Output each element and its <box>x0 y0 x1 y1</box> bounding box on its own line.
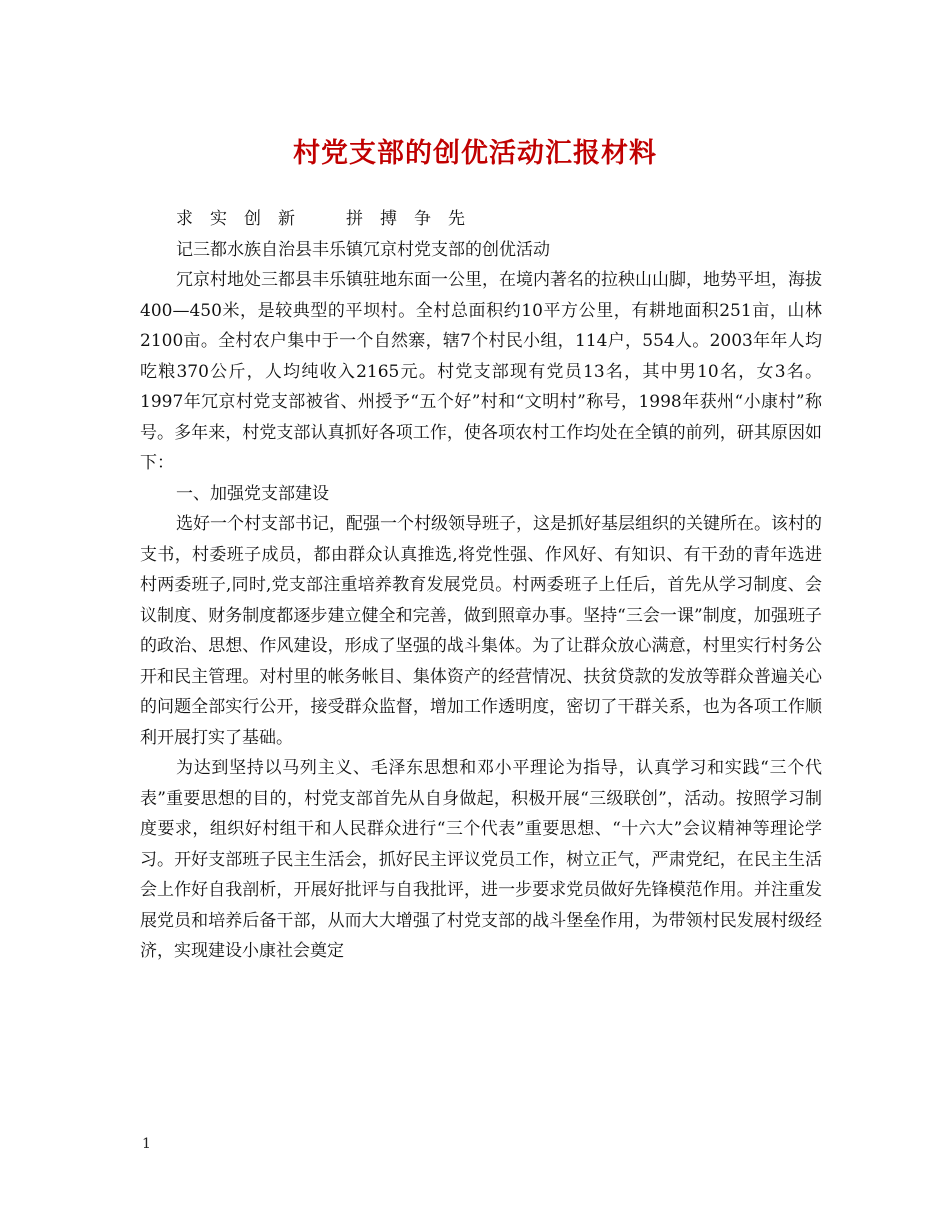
paragraph-study: 为达到坚持以马列主义、毛泽东思想和邓小平理论为指导，认真学习和实践“三个代表”重要思想的目的，村党支部首先从自身做起，积极开展“三级联创”，活动。按照学习制度要求，组织好村组干和人民群众进行“三个代表”重要思想、“十六大”会议精神等理论学习。开好支部班子民主生活会，抓好民主评议党员工作，树立正气，严肃党纪，在民主生活会上作好自我剖析，开展好批评与自我批评，进一步要求党员做好先锋模范作用。并注重发展党员和培养后备干部，从而大大增强了村党支部的战斗堡垒作用，为带领村民发展村级经济，实现建设小康社会奠定 <box>140 758 822 961</box>
paragraph-leadership: 选好一个村支部书记，配强一个村级领导班子，这是抓好基层组织的关键所在。该村的支书，村委班子成员，都由群众认真推选,将党性强、作风好、有知识、有干劲的青年选进村两委班子,同时,党支部注重培养教育发展党员。村两委班子上任后，首先从学习制度、会议制度、财务制度都逐步建立健全和完善，做到照章办事。坚持“三会一课”制度，加强班子的政治、思想、作风建设，形成了坚强的战斗集体。为了让群众放心满意，村里实行村务公开和民主管理。对村里的帐务帐目、集体资产的经营情况、扶贫贷款的发放等群众普遍关心的问题全部实行公开，接受群众监督，增加工作透明度，密切了干群关系，也为各项工作顺利开展打实了基础。 <box>140 514 822 748</box>
document-title: 村党支部的创优活动汇报材料 <box>293 138 657 169</box>
motto-line: 求实创新 拼搏争先 <box>176 209 482 229</box>
section-heading: 一、加强党支部建设 <box>176 483 329 504</box>
subtitle-line: 记三都水族自治县丰乐镇冗京村党支部的创优活动 <box>176 239 550 260</box>
page-number: 1 <box>142 1136 151 1152</box>
document-body <box>140 204 822 967</box>
paragraph-intro: 冗京村地处三都县丰乐镇驻地东面一公里，在境内著名的拉秧山山脚，地势平坦，海拔400—450米，是较典型的平坝村。全村总面积约10平方公里，有耕地面积251亩，山林2100亩。全村农户集中于一个自然寨，辖7个村民小组，114户，554人。2003年年人均吃粮370公斤，人均纯收入2165元。村党支部现有党员13名，其中男10名，女3名。1997年冗京村党支部被省、州授予“五个好”村和“文明村”称号，1998年获州“小康村”称号。多年来，村党支部认真抓好各项工作，使各项农村工作均处在全镇的前列，研其原因如下： <box>140 270 822 473</box>
